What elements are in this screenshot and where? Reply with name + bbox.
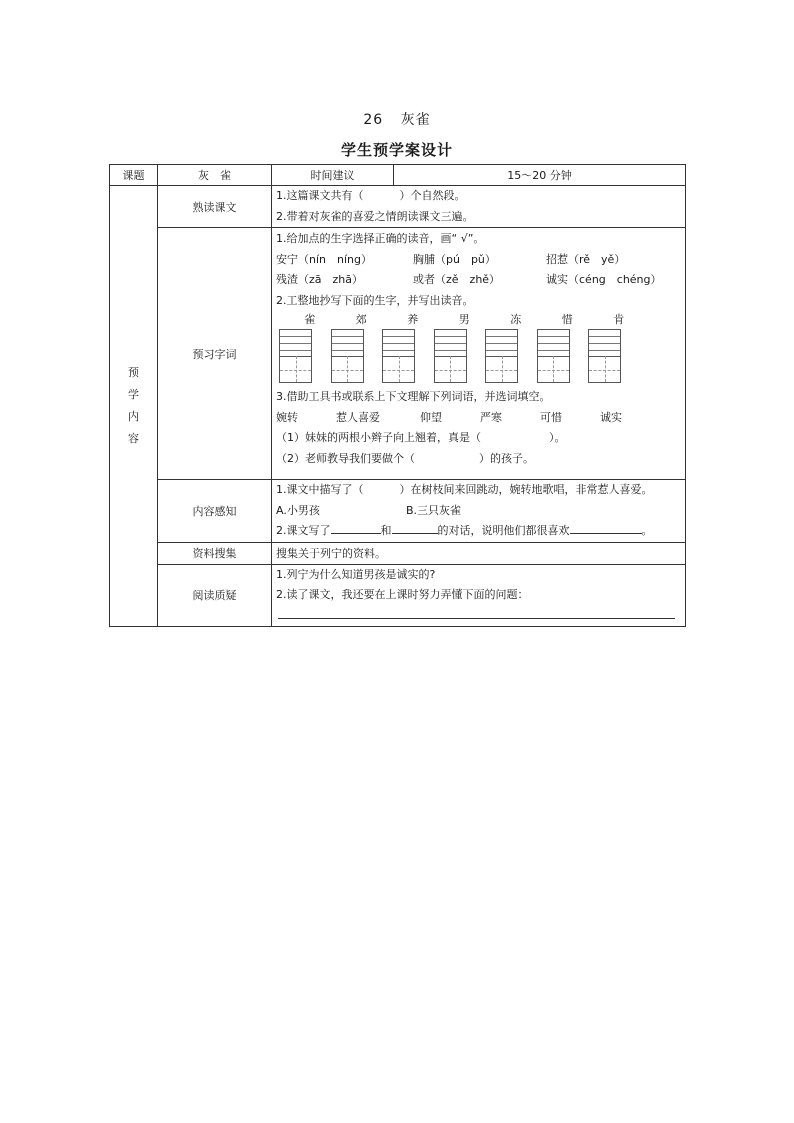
vocab-item: 仰望	[420, 410, 442, 424]
char-item: 郊	[355, 313, 367, 326]
read-q1: 1.这篇课文共有（ ）个自然段。	[276, 189, 466, 202]
time-label: 时间建议	[272, 165, 394, 186]
lesson-name: 灰雀	[400, 112, 431, 128]
pinyin-choice[interactable]: 安宁（nín níng）	[276, 252, 372, 266]
table-header-row	[110, 165, 686, 186]
table-row-words	[110, 228, 686, 480]
answer-blank[interactable]	[364, 187, 400, 199]
read-q2: 2.带着对灰雀的喜爱之情朗读课文三遍。	[276, 209, 474, 223]
content-options	[276, 501, 681, 522]
table-row-questions	[110, 564, 686, 627]
writing-grid-box[interactable]	[588, 329, 621, 383]
answer-blank[interactable]	[570, 521, 642, 534]
questions-q1: 1.列宁为什么知道男孩是诚实的?	[276, 567, 436, 581]
answer-line[interactable]	[278, 606, 675, 619]
option-a[interactable]: A.小男孩	[276, 503, 320, 517]
table-row-content	[110, 480, 686, 543]
lesson-number: 26	[363, 112, 384, 128]
fill-sentence-2: （2）老师教导我们要做个（ ）的孩子。	[276, 451, 534, 465]
vocab-item: 惹人喜爱	[336, 410, 380, 424]
vocab-item: 婉转	[276, 410, 298, 424]
writing-grid-box[interactable]	[434, 329, 467, 383]
option-b[interactable]: B.三只灰雀	[406, 503, 462, 517]
section-label-char: 容	[128, 432, 139, 445]
answer-blank[interactable]	[364, 481, 400, 493]
fill-sentence-1: （1）妹妹的两根小辫子向上翘着，真是（ ）。	[276, 431, 566, 444]
char-item: 冻	[510, 313, 522, 326]
answer-blank[interactable]	[481, 429, 549, 441]
content-content	[272, 480, 686, 543]
vocab-item: 诚实	[600, 410, 622, 424]
char-item: 雀	[304, 313, 316, 326]
row-label-read: 熟读课文	[158, 186, 272, 228]
char-item: 肯	[613, 313, 625, 326]
char-item: 惜	[561, 313, 573, 326]
time-value: 15～20 分钟	[394, 165, 686, 186]
section-label	[110, 186, 158, 627]
row-label-material: 资料搜集	[158, 542, 272, 564]
table-row-read	[110, 186, 686, 228]
writing-grid-box[interactable]	[331, 329, 364, 383]
words-q1: 1.给加点的生字选择正确的读音，画“ √”。	[276, 232, 485, 245]
writing-grid-box[interactable]	[279, 329, 312, 383]
lesson-title	[0, 109, 794, 129]
row-label-words: 预习字词	[158, 228, 272, 480]
pinyin-choice[interactable]: 或者（zě zhě）	[413, 273, 501, 286]
answer-blank[interactable]	[415, 450, 479, 462]
section-label-char: 预	[128, 366, 139, 379]
answer-line-wrap	[276, 606, 681, 627]
preview-plan-table	[109, 164, 686, 627]
read-content	[272, 186, 686, 228]
vocab-item: 严寒	[480, 410, 502, 424]
topic-value: 灰 雀	[158, 165, 272, 186]
row-label-questions: 阅读质疑	[158, 564, 272, 627]
row-label-content: 内容感知	[158, 480, 272, 543]
questions-q2: 2.读了课文，我还要在上课时努力弄懂下面的问题：	[276, 588, 529, 601]
vocab-list	[276, 408, 681, 429]
pinyin-choice[interactable]: 胸脯（pú pǔ）	[413, 252, 496, 266]
char-list	[276, 311, 681, 329]
pinyin-choice[interactable]: 残渣（zā zhā）	[276, 273, 364, 286]
writing-grid-box[interactable]	[382, 329, 415, 383]
pinyin-row-1	[276, 250, 681, 271]
writing-grid-row	[276, 329, 681, 387]
char-item: 养	[407, 313, 419, 326]
section-label-char: 内	[128, 410, 139, 423]
table-row-material	[110, 542, 686, 564]
topic-label: 课题	[110, 165, 158, 186]
words-q3: 3.借助工具书或联系上下文理解下列词语，并选词填空。	[276, 390, 551, 403]
section-label-char: 学	[128, 388, 139, 401]
material-content: 搜集关于列宁的资料。	[272, 542, 686, 564]
words-q2: 2.工整地抄写下面的生字，并写出读音。	[276, 293, 474, 307]
vocab-item: 可惜	[540, 410, 562, 424]
content-q1: 1.课文中描写了（ ）在树枝间来回跳动，婉转地歌唱，非常惹人喜爱。	[276, 483, 653, 496]
answer-blank[interactable]	[331, 521, 381, 534]
words-content	[272, 228, 686, 480]
content-q2: 2.课文写了 和 的对话，说明他们都很喜欢 。	[276, 521, 681, 542]
writing-grid-box[interactable]	[537, 329, 570, 383]
pinyin-choice[interactable]: 诚实（céng chéng）	[546, 273, 662, 286]
pinyin-choice[interactable]: 招惹（rě yě）	[546, 252, 626, 266]
questions-content	[272, 564, 686, 627]
answer-blank[interactable]	[392, 521, 438, 534]
pinyin-row-2	[276, 270, 681, 291]
page-subtitle: 学生预学案设计	[340, 141, 453, 159]
writing-grid-box[interactable]	[485, 329, 518, 383]
char-item: 男	[458, 313, 470, 326]
